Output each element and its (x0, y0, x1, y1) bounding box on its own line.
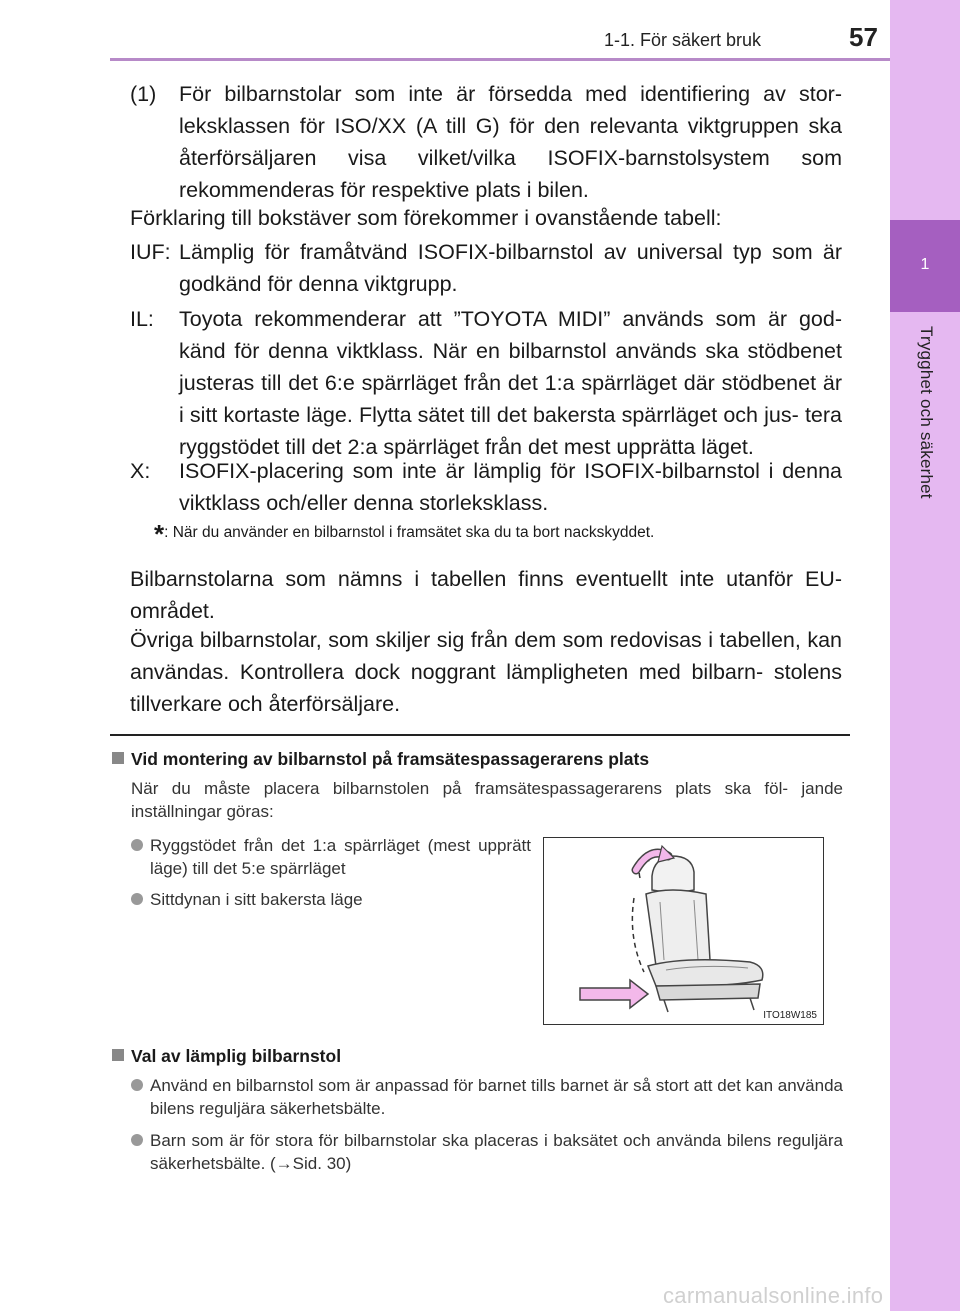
legend-x (130, 455, 842, 519)
section-heading-text: Vid montering av bilbarnstol på framsätespassagerarens plats (131, 749, 650, 769)
legend-iuf (130, 236, 842, 300)
footnote-text: : När du använder en bilbarnstol i framsätet ska du ta bort nackskyddet. (164, 524, 655, 541)
paragraph-eu: Bilbarnstolarna som nämns i tabellen finns eventuellt inte utanför EU- området. (130, 567, 842, 623)
footnote (154, 519, 854, 549)
list-item (131, 834, 531, 880)
circle-bullet-icon (131, 893, 143, 905)
section-intro: När du måste placera bilbarnstolen på framsätespassagerarens plats ska föl- jande inställningar göras: (131, 779, 843, 821)
footnote-marker: * (154, 519, 165, 549)
legend-label: X: (130, 459, 151, 483)
item-text: För bilbarnstolar som inte är försedda med identifiering av stor- leksklassen för ISO/XX (A till G) för den relevanta viktgruppen ska återförsäljaren visa vilket/vilka ISOFIX-barnstolsystem som rekommenderas för respektive plats i bilen. (179, 82, 842, 202)
circle-bullet-icon (131, 839, 143, 851)
list-item (131, 888, 531, 911)
legend-il (130, 303, 842, 463)
list-item (131, 1074, 843, 1120)
section-heading-front-seat (112, 748, 649, 770)
watermark: carmanualsonline.info (663, 1283, 884, 1308)
list-item-text: Sittdynan i sitt bakersta läge (150, 890, 363, 909)
list-item-text: Barn som är för stora för bilbarnstolar ska placeras i baksätet och använda bilens reguljära säkerhetsbälte. (→Sid. 30) (150, 1131, 843, 1173)
section-heading-choose-seat (112, 1045, 341, 1067)
chapter-label: Trygghet och säkerhet (917, 326, 936, 499)
circle-bullet-icon (131, 1079, 143, 1091)
legend-label: IUF: (130, 240, 171, 264)
square-bullet-icon (112, 752, 124, 764)
legend-text: Toyota rekommenderar att ”TOYOTA MIDI” används som är god- känd för denna viktklass. När en bilbarnstol används ska stödbenet justeras till det 6:e spärrläget från det 1:a spärrläget där stödbenet är i sitt kortaste läge. Flytta sätet till det bakersta spärrläget och jus- tera ryggstödet till det 2:a spärrläget från det mest upprätta läget. (179, 307, 842, 459)
section-heading-text: Val av lämplig bilbarnstol (131, 1046, 342, 1066)
item-1 (130, 78, 842, 206)
list-item-text: Använd en bilbarnstol som är anpassad för barnet tills barnet är så stort att det kan använda bilens reguljära säkerhetsbälte. (150, 1076, 843, 1118)
seat-adjustment-illustration (543, 837, 824, 1025)
list-item (131, 1129, 843, 1175)
chapter-number: 1 (920, 256, 930, 273)
explanation-intro: Förklaring till bokstäver som förekommer i ovanstående tabell: (130, 206, 722, 230)
chapter-side-tab (890, 0, 960, 1311)
page-number: 57 (849, 22, 878, 52)
legend-text: Lämplig för framåtvänd ISOFIX-bilbarnstol av universal typ som är godkänd för denna viktgrupp. (179, 240, 842, 296)
figure-code: ITO18W185 (763, 1010, 817, 1021)
legend-label: IL: (130, 307, 154, 331)
section-title: 1-1. För säkert bruk (604, 30, 762, 50)
seat-drawing (544, 838, 825, 1026)
legend-text: ISOFIX-placering som inte är lämplig för ISOFIX-bilbarnstol i denna viktklass och/eller denna storleksklass. (179, 459, 842, 515)
list-item-text: Ryggstödet från det 1:a spärrläget (mest upprätt läge) till det 5:e spärrläget (150, 836, 531, 878)
paragraph-other-seats: Övriga bilbarnstolar, som skiljer sig från dem som redovisas i tabellen, kan användas. Kontrollera dock noggrant lämpligheten med bilbarn- stolens tillverkare och återförsäljare. (130, 628, 842, 716)
section-divider (110, 734, 850, 736)
item-label: (1) (130, 82, 157, 106)
square-bullet-icon (112, 1049, 124, 1061)
circle-bullet-icon (131, 1134, 143, 1146)
header-rule (110, 58, 896, 61)
